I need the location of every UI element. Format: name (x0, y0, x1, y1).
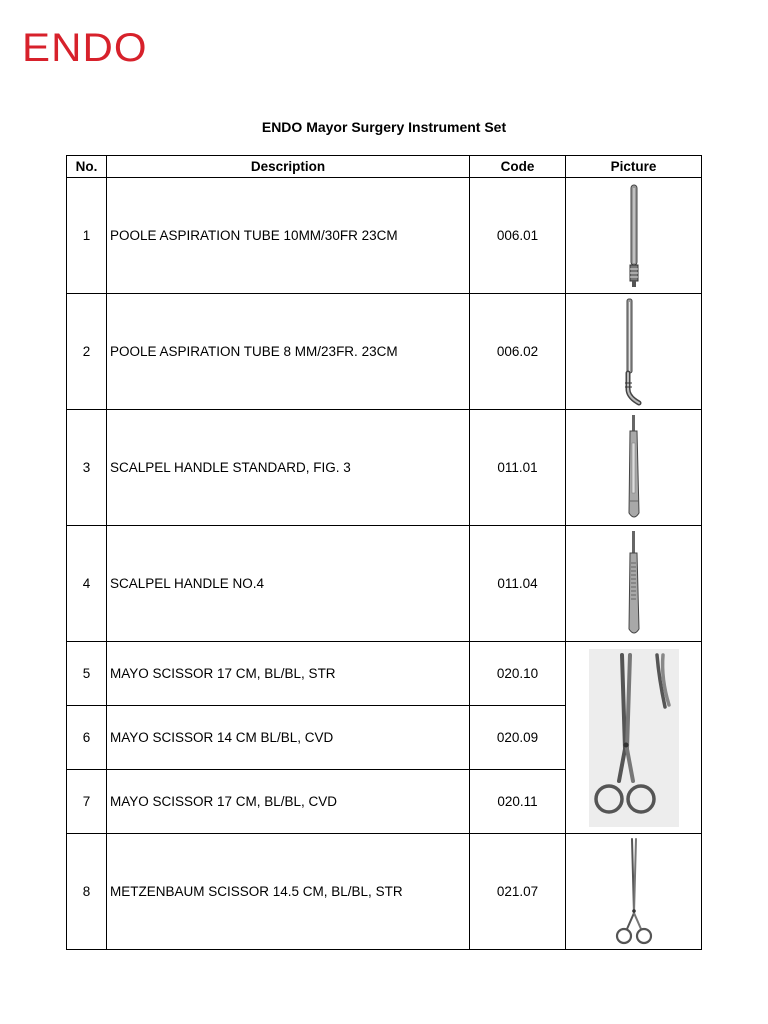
row-description: MAYO SCISSOR 17 CM, BL/BL, STR (107, 642, 470, 706)
header-description: Description (107, 156, 470, 178)
row-number: 6 (67, 706, 107, 770)
row-code: 021.07 (470, 834, 566, 950)
header-code: Code (470, 156, 566, 178)
row-code: 011.04 (470, 526, 566, 642)
aspiration-tube-curved-icon (619, 297, 649, 407)
scalpel-handle-icon (622, 529, 646, 639)
row-code: 011.01 (470, 410, 566, 526)
row-description: POOLE ASPIRATION TUBE 10MM/30FR 23CM (107, 178, 470, 294)
table-row (67, 410, 702, 526)
scalpel-handle-icon (622, 413, 646, 523)
metzenbaum-scissors-icon (612, 837, 656, 947)
row-number: 4 (67, 526, 107, 642)
header-picture: Picture (566, 156, 702, 178)
endo-logo: ENDO (22, 26, 148, 70)
row-description: SCALPEL HANDLE NO.4 (107, 526, 470, 642)
table-row (67, 294, 702, 410)
row-description: MAYO SCISSOR 17 CM, BL/BL, CVD (107, 770, 470, 834)
instrument-table (66, 155, 702, 950)
header-no: No. (67, 156, 107, 178)
document-title: ENDO Mayor Surgery Instrument Set (261, 119, 507, 135)
table-row (67, 834, 702, 950)
row-code: 006.01 (470, 178, 566, 294)
row-picture (566, 294, 702, 410)
table-row (67, 526, 702, 642)
row-number: 1 (67, 178, 107, 294)
row-code: 006.02 (470, 294, 566, 410)
row-picture (566, 410, 702, 526)
row-picture (566, 178, 702, 294)
row-picture (566, 526, 702, 642)
table-header-row (67, 156, 702, 178)
row-description: METZENBAUM SCISSOR 14.5 CM, BL/BL, STR (107, 834, 470, 950)
mayo-scissors-icon (589, 649, 679, 827)
row-code: 020.09 (470, 706, 566, 770)
table-row (67, 642, 702, 706)
row-picture (566, 642, 702, 834)
row-number: 5 (67, 642, 107, 706)
row-description: POOLE ASPIRATION TUBE 8 MM/23FR. 23CM (107, 294, 470, 410)
row-number: 7 (67, 770, 107, 834)
row-picture (566, 834, 702, 950)
row-number: 8 (67, 834, 107, 950)
row-description: MAYO SCISSOR 14 CM BL/BL, CVD (107, 706, 470, 770)
row-code: 020.10 (470, 642, 566, 706)
row-number: 2 (67, 294, 107, 410)
row-code: 020.11 (470, 770, 566, 834)
aspiration-tube-straight-icon (624, 183, 644, 288)
row-description: SCALPEL HANDLE STANDARD, FIG. 3 (107, 410, 470, 526)
row-number: 3 (67, 410, 107, 526)
table-row (67, 178, 702, 294)
